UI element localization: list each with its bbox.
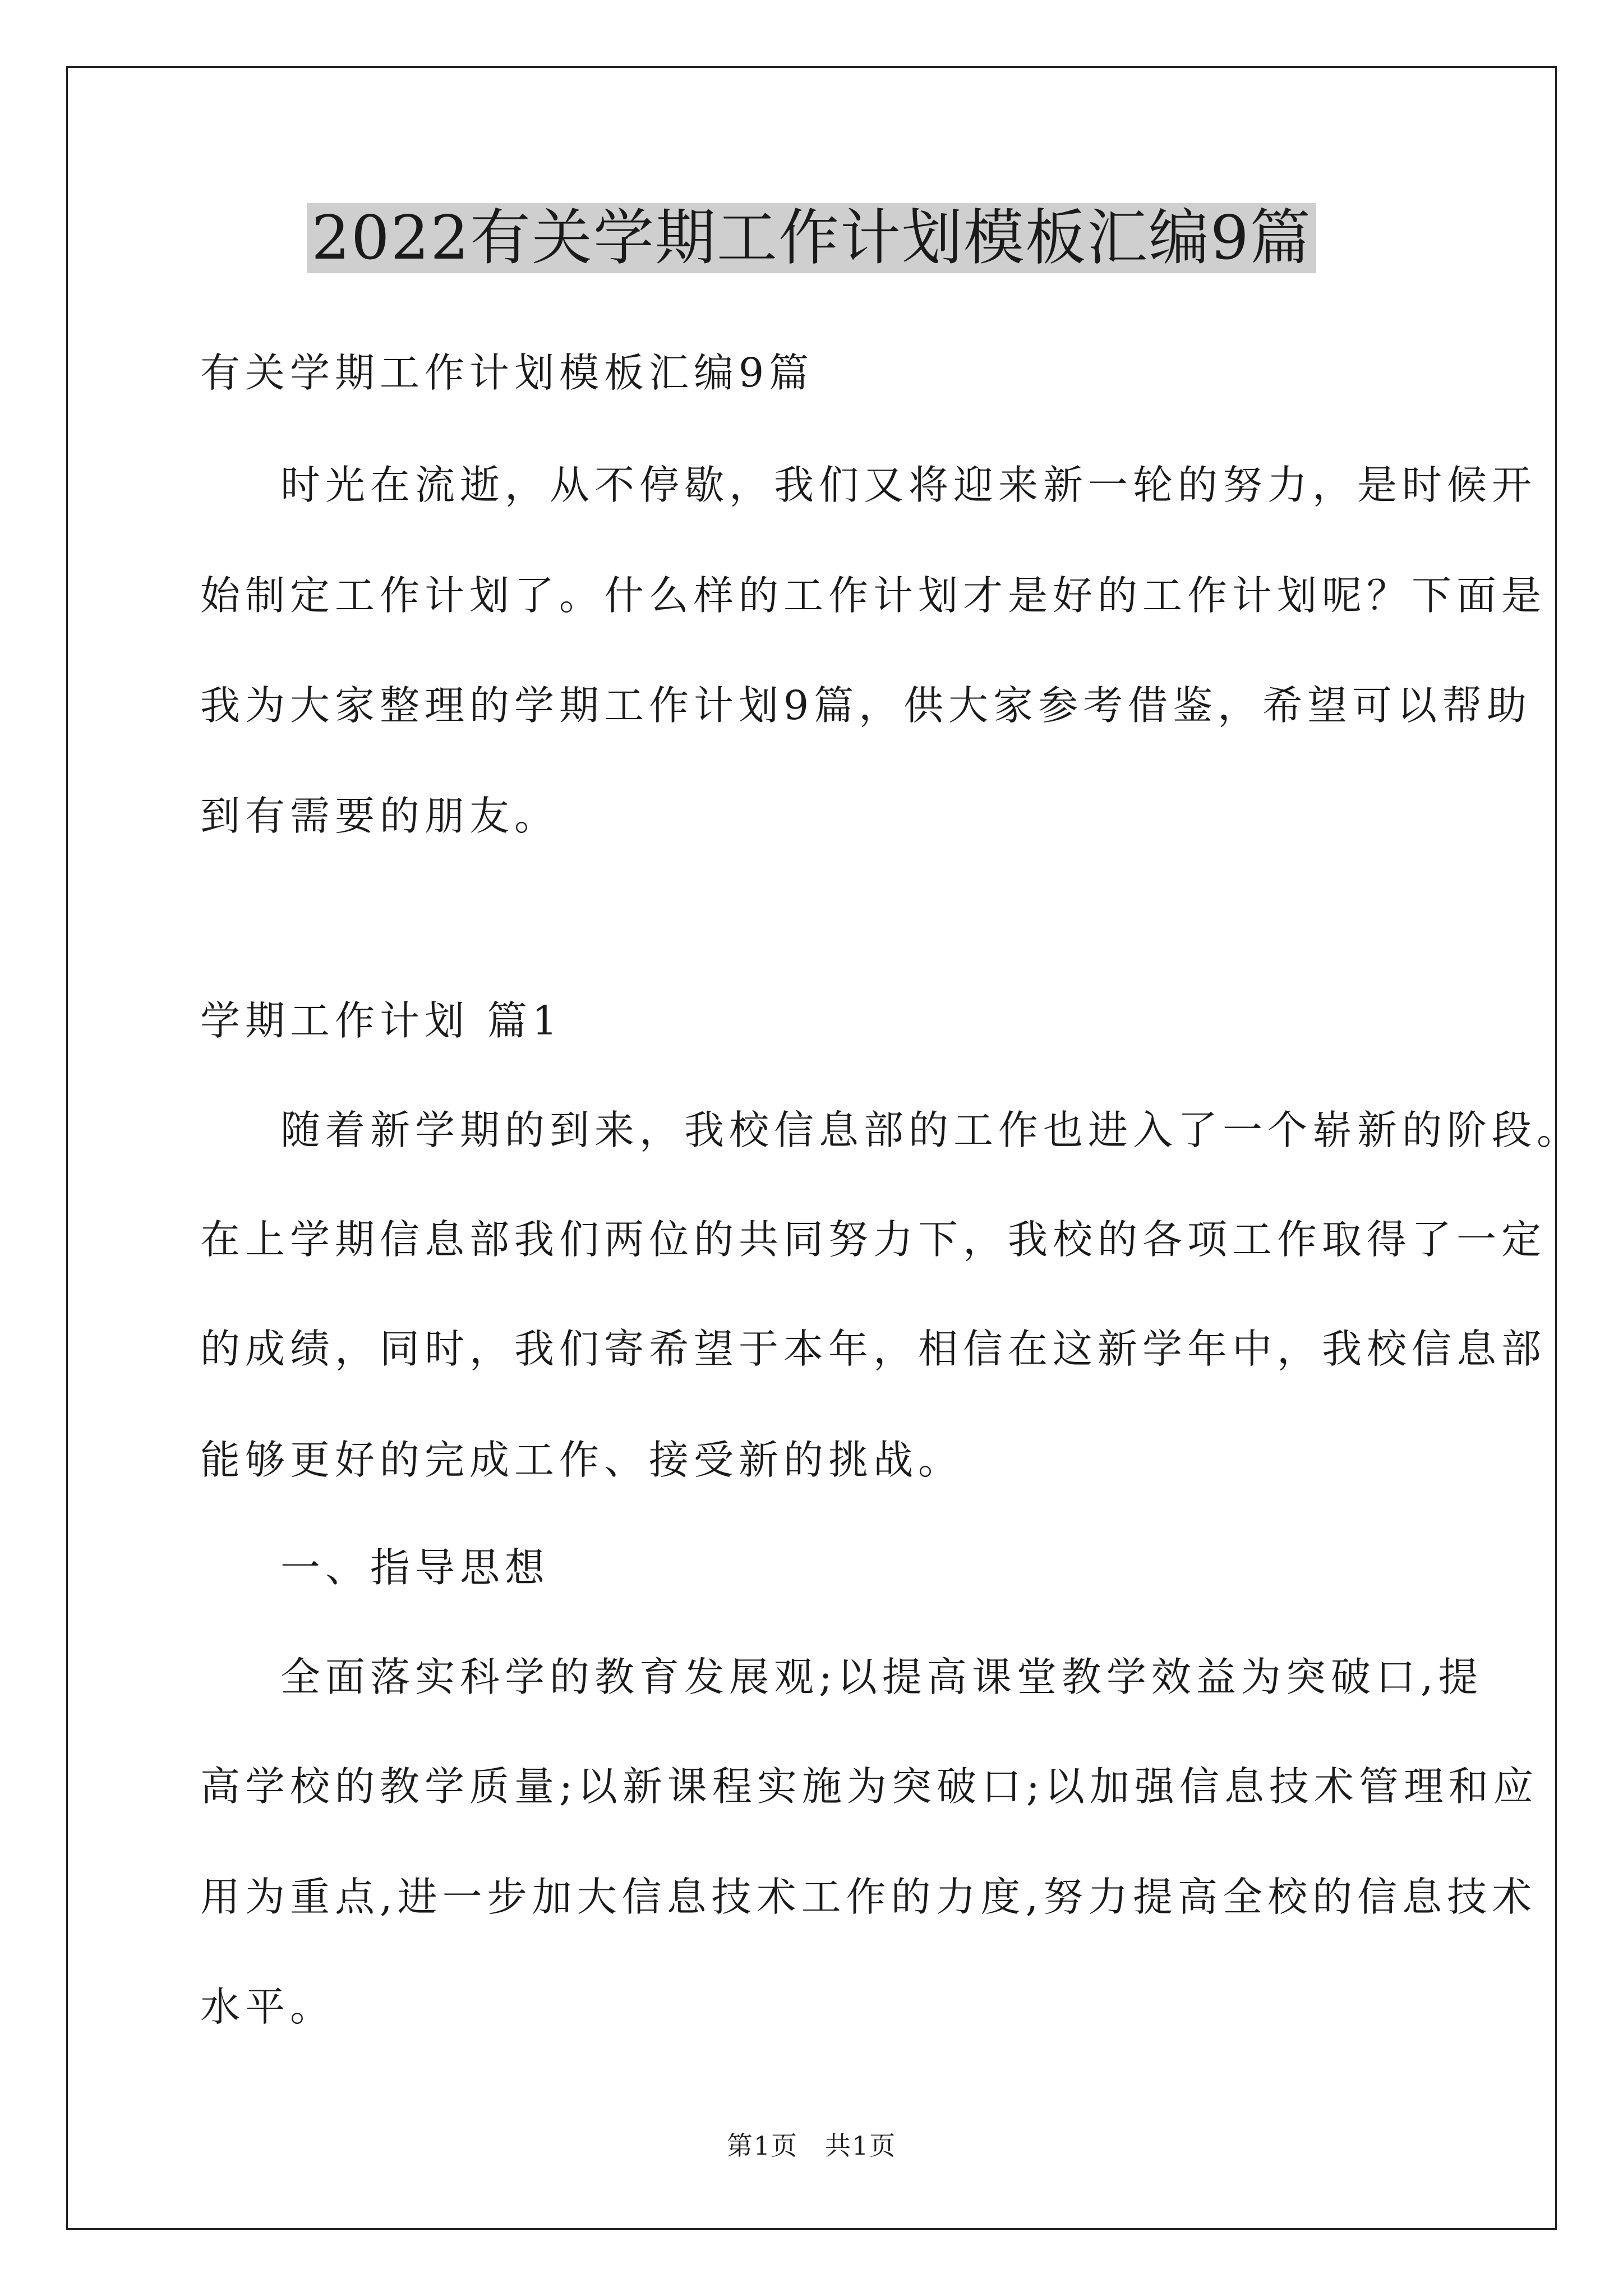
guide-line-4: 水平。	[200, 1984, 335, 2030]
intro-line-3: 我为大家整理的学期工作计划9篇，供大家参考借鉴，希望可以帮助	[200, 682, 1532, 729]
subheading-guiding-ideology: 一、指导思想	[280, 1544, 550, 1591]
guide-line-1: 全面落实科学的教育发展观;以提高课堂教学效益为突破口,提	[280, 1654, 1483, 1700]
document-subtitle: 有关学期工作计划模板汇编9篇	[200, 349, 814, 396]
guide-line-2: 高学校的教学质量;以新课程实施为突破口;以加强信息技术管理和应	[200, 1763, 1538, 1810]
intro-line-1: 时光在流逝，从不停歇，我们又将迎来新一轮的努力，是时候开	[280, 462, 1537, 508]
section-line-4: 能够更好的完成工作、接受新的挑战。	[200, 1437, 963, 1483]
intro-line-2: 始制定工作计划了。什么样的工作计划才是好的工作计划呢？下面是	[200, 572, 1547, 619]
section-line-2: 在上学期信息部我们两位的共同努力下，我校的各项工作取得了一定	[200, 1216, 1547, 1263]
document-title: 2022有关学期工作计划模板汇编9篇	[0, 199, 1623, 278]
section-line-3: 的成绩，同时，我们寄希望于本年，相信在这新学年中，我校信息部	[200, 1326, 1547, 1372]
section-heading: 学期工作计划 篇1	[200, 997, 562, 1044]
guide-line-3: 用为重点,进一步加大信息技术工作的力度,努力提高全校的信息技术	[200, 1874, 1537, 1920]
intro-line-4: 到有需要的朋友。	[200, 793, 560, 839]
page-footer: 第1页 共1页	[726, 2131, 897, 2161]
section-line-1: 随着新学期的到来，我校信息部的工作也进入了一个崭新的阶段。	[280, 1107, 1582, 1153]
